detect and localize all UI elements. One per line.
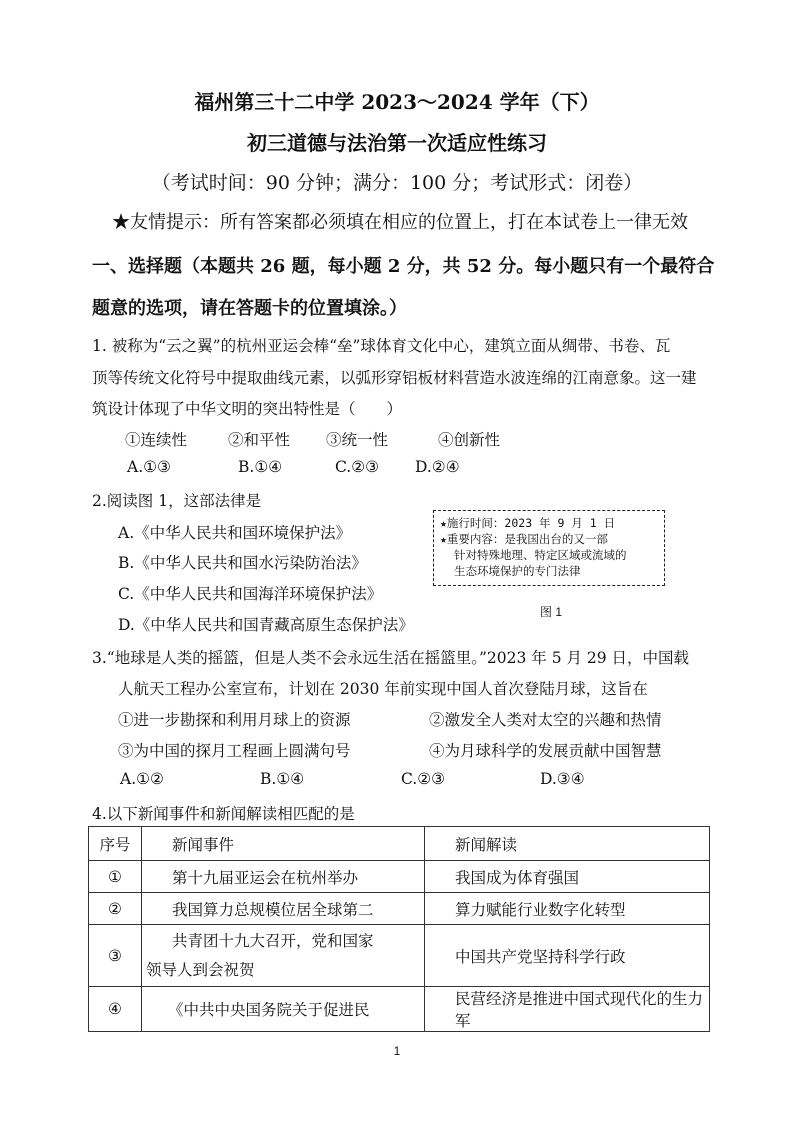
- figure-1-line: 针对特殊地理、特定区域或流域的: [454, 548, 627, 562]
- q3-choice: B.①④: [260, 770, 305, 788]
- q1-choice: B.①④: [238, 458, 283, 476]
- page-number: 1: [393, 1044, 401, 1058]
- q3-stem-line2: 人航天工程办公室宣布，计划在 2030 年前实现中国人首次登陆月球，这旨在: [118, 680, 648, 698]
- q1-choice: D.②④: [415, 458, 460, 476]
- q2-stem: 2.阅读图 1，这部法律是: [92, 492, 262, 510]
- table-row: [89, 893, 710, 925]
- table-row: [89, 925, 710, 987]
- q4-stem: 4.以下新闻事件和新闻解读相匹配的是: [92, 805, 355, 823]
- section-heading: 一、选择题（本题共 26 题，每小题 2 分，共 52 分。每小题只有一个最符合: [92, 256, 715, 277]
- row-number: ④: [89, 987, 142, 1032]
- row-event-line: 共青团十九大召开，党和国家: [172, 931, 374, 950]
- q2-choice: C.《中华人民共和国海洋环境保护法》: [118, 585, 383, 603]
- section-heading-cont: 题意的选项，请在答题卡的位置填涂。）: [92, 298, 407, 319]
- header-cell: 新闻事件: [142, 827, 425, 861]
- q2-choice: A.《中华人民共和国环境保护法》: [118, 524, 352, 542]
- q1-stem-line3: 筑设计体现了中华文明的突出特性是（ ）: [92, 400, 403, 418]
- row-reading: 民营经济是推进中国式现代化的生力军: [425, 987, 710, 1032]
- row-reading: 中国共产党坚持科学行政: [425, 925, 710, 987]
- row-event: 《中共中央国务院关于促进民: [142, 987, 425, 1032]
- figure-1-box: [433, 510, 665, 586]
- q2-choice: D.《中华人民共和国青藏高原生态保护法》: [118, 616, 414, 634]
- q3-item: ①进一步勘探和利用月球上的资源: [118, 711, 351, 729]
- row-event: 第十九届亚运会在杭州举办: [142, 861, 425, 893]
- q1-stem-line2: 顶等传统文化符号中提取曲线元素，以弧形穿铝板材料营造水波连绵的江南意象。这一建: [92, 369, 697, 387]
- row-event: 我国算力总规模位居全球第二: [142, 893, 425, 925]
- row-event: [142, 925, 425, 987]
- q1-item: ④创新性: [438, 431, 501, 449]
- table-row: [89, 861, 710, 893]
- figure-1-caption: 图 1: [540, 605, 563, 619]
- figure-1-line: ★施行时间：2023 年 9 月 1 日: [440, 516, 616, 530]
- figure-1-line: 生态环境保护的专门法律: [454, 564, 581, 578]
- q2-choice: B.《中华人民共和国水污染防治法》: [118, 554, 367, 572]
- exam-title-subject: 初三道德与法治第一次适应性练习: [247, 131, 547, 155]
- exam-title-school: 福州第三十二中学 2023～2024 学年（下）: [194, 90, 600, 114]
- q1-choice: C.②③: [335, 458, 380, 476]
- q3-item: ③为中国的探月工程画上圆满句号: [118, 742, 351, 760]
- row-number: ②: [89, 893, 142, 925]
- q1-item: ②和平性: [228, 431, 291, 449]
- row-event-line: 领导人到会祝贺: [146, 960, 255, 979]
- table-row: [89, 987, 710, 1032]
- table-header-row: [89, 827, 710, 861]
- q1-item: ③统一性: [326, 431, 389, 449]
- q3-item: ④为月球科学的发展贡献中国智慧: [429, 742, 662, 760]
- q3-item: ②激发全人类对太空的兴趣和热情: [429, 711, 662, 729]
- row-number: ③: [89, 925, 142, 987]
- figure-1-line: ★重要内容：是我国出台的又一部: [440, 532, 608, 546]
- q1-choice: A.①③: [127, 458, 171, 476]
- q3-stem-line1: 3.“地球是人类的摇篮，但是人类不会永远生活在摇篮里。”2023 年 5 月 29 日，中国载: [92, 649, 690, 667]
- q3-choice: A.①②: [120, 770, 164, 788]
- q1-stem-line1: 1. 被称为“云之翼”的杭州亚运会棒“垒”球体育文化中心，建筑立面从绸带、书卷、瓦: [92, 337, 671, 355]
- news-table: [88, 826, 710, 1032]
- q3-choice: D.③④: [540, 770, 585, 788]
- exam-info: （考试时间：90 分钟；满分：100 分；考试形式：闭卷）: [151, 172, 643, 194]
- q3-choice: C.②③: [401, 770, 446, 788]
- q1-item: ①连续性: [125, 431, 188, 449]
- row-reading: 算力赋能行业数字化转型: [425, 893, 710, 925]
- row-reading: 我国成为体育强国: [425, 861, 710, 893]
- row-number: ①: [89, 861, 142, 893]
- exam-tip: ★友情提示：所有答案都必须填在相应的位置上，打在本试卷上一律无效: [112, 212, 688, 233]
- header-cell: 序号: [89, 827, 142, 861]
- header-cell: 新闻解读: [425, 827, 710, 861]
